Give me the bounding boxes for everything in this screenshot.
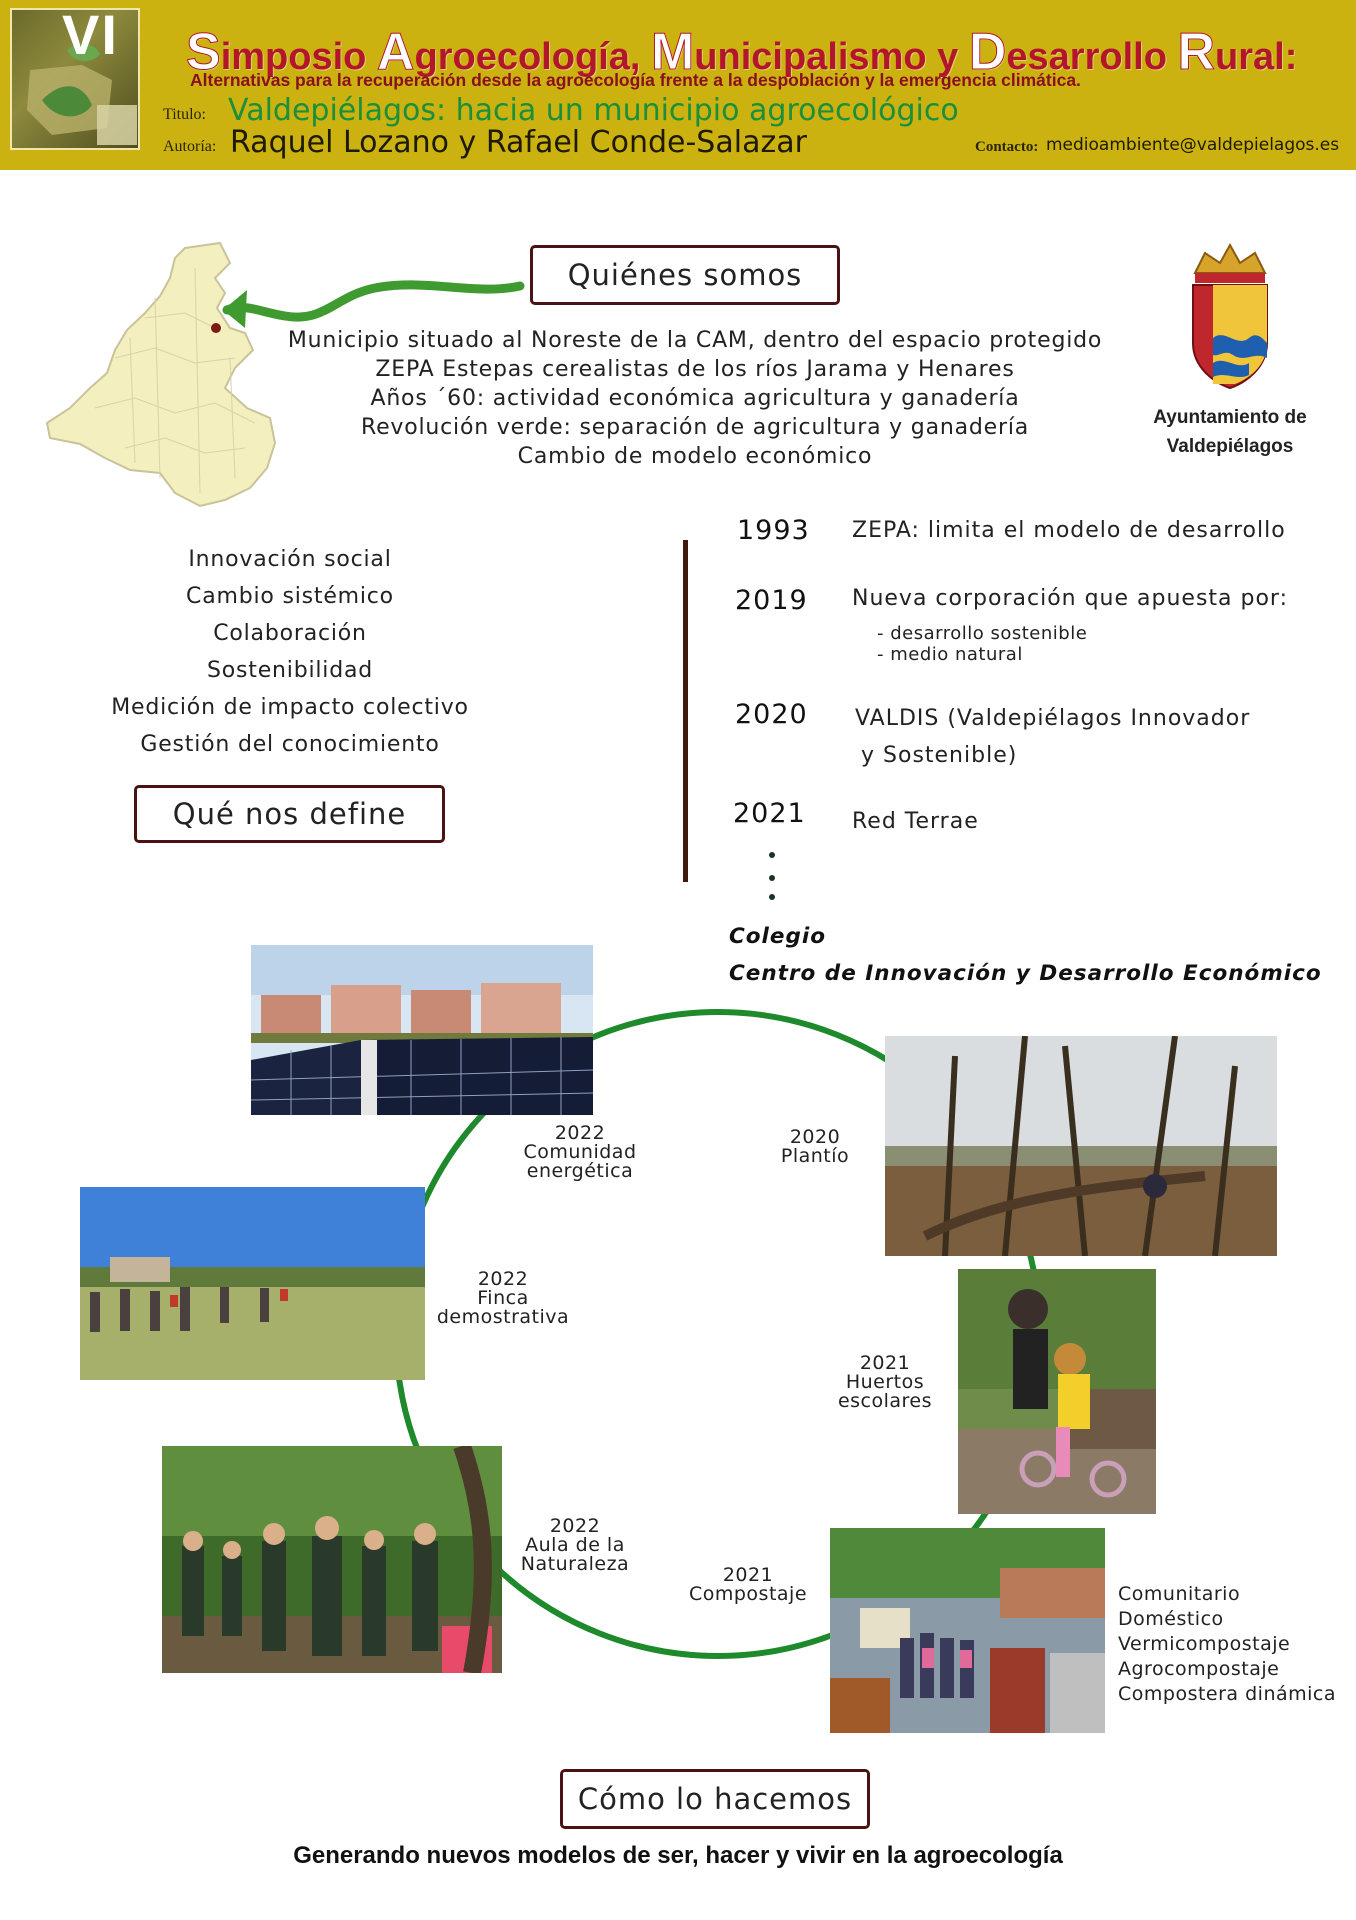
project-label-compostaje	[673, 1566, 823, 1604]
project-year: 2021	[859, 1352, 911, 1374]
project-year: 2022	[554, 1122, 606, 1144]
ayuntamiento-line: Ayuntamiento de	[1153, 407, 1307, 428]
quienes-somos-title: Quiénes somos	[530, 245, 840, 305]
photo-finca-demostrativa	[80, 1187, 425, 1380]
project-label-finca	[413, 1270, 593, 1327]
future-item: Colegio	[729, 924, 827, 949]
timeline-year: 1993	[737, 515, 810, 546]
title-capital: S	[186, 23, 221, 81]
photo-huertos-escolares	[958, 1269, 1156, 1514]
autoria-value: Raquel Lozano y Rafael Conde-Salazar	[230, 125, 807, 160]
symposium-subtitle: Alternativas para la recuperación desde la agroecología frente a la despoblación y la emergencia climática.	[190, 70, 1081, 90]
compostaje-type: Doméstico	[1118, 1608, 1224, 1630]
timeline-bullet: - medio natural	[877, 644, 1023, 665]
project-name: Comunidad	[523, 1141, 637, 1163]
title-word: esarrollo	[1006, 36, 1178, 78]
project-name: energética	[526, 1160, 634, 1182]
timeline-text: Red Terrae	[852, 809, 979, 834]
define-item: Innovación social	[188, 547, 392, 572]
photo-plantio	[885, 1036, 1277, 1256]
que-nos-define-title: Qué nos define	[134, 785, 445, 843]
compostaje-types-list	[1118, 1582, 1336, 1707]
project-year: 2022	[477, 1268, 529, 1290]
project-name: Compostaje	[688, 1583, 808, 1605]
logo-roman-numeral: VI	[62, 3, 119, 66]
project-name: Finca	[477, 1287, 529, 1309]
project-label-huertos	[815, 1354, 955, 1411]
timeline-year: 2019	[735, 585, 808, 616]
compostaje-type: Compostera dinámica	[1118, 1683, 1337, 1705]
photo-comunidad-energetica	[251, 945, 593, 1115]
project-label-comunidad	[490, 1124, 670, 1181]
como-lo-hacemos-title: Cómo lo hacemos	[560, 1769, 870, 1829]
title-capital: A	[376, 23, 415, 81]
quienes-line: Municipio situado al Noreste de la CAM, dentro del espacio protegido	[287, 328, 1103, 353]
timeline-bullet: - desarrollo sostenible	[877, 623, 1088, 644]
title-word: ural:	[1215, 36, 1298, 78]
project-name: Plantío	[780, 1145, 850, 1167]
define-item: Sostenibilidad	[206, 658, 374, 683]
project-name: Aula de la	[525, 1534, 625, 1556]
future-item: Centro de Innovación y Desarrollo Económico	[729, 961, 1322, 986]
compostaje-type: Agrocompostaje	[1118, 1658, 1280, 1680]
contacto-email-link[interactable]: medioambiente@valdepielagos.es	[1046, 135, 1340, 155]
footer-tagline: Generando nuevos modelos de ser, hacer y vivir en la agroecología	[293, 1842, 1063, 1869]
title-word: unicipalismo y	[694, 36, 969, 78]
quienes-line: ZEPA Estepas cerealistas de los ríos Jarama y Henares	[375, 357, 1015, 382]
define-item: Gestión del conocimiento	[140, 732, 440, 757]
project-name: Naturaleza	[520, 1553, 630, 1575]
ayuntamiento-line: Valdepiélagos	[1166, 436, 1294, 457]
quienes-line: Revolución verde: separación de agricultura y ganadería	[360, 415, 1030, 440]
project-year: 2022	[549, 1515, 601, 1537]
titulo-value: Valdepiélagos: hacia un municipio agroecológico	[228, 93, 959, 128]
project-name: demostrativa	[436, 1306, 570, 1328]
timeline-text: ZEPA: limita el modelo de desarrollo	[852, 518, 1286, 543]
project-label-plantio	[765, 1128, 865, 1166]
quienes-line: Años ´60: actividad económica agricultura y ganadería	[370, 386, 1020, 411]
timeline-year: 2021	[733, 798, 806, 829]
timeline-text: y Sostenible)	[861, 743, 1018, 768]
define-item: Colaboración	[213, 621, 367, 646]
autoria-label: Autoría:	[163, 138, 217, 155]
project-name: escolares	[837, 1390, 933, 1412]
timeline-year: 2020	[735, 699, 808, 730]
contacto-label: Contacto:	[975, 139, 1039, 155]
project-name: Huertos	[845, 1371, 925, 1393]
project-year: 2020	[789, 1126, 841, 1148]
title-capital: M	[650, 23, 695, 81]
project-year: 2021	[722, 1564, 774, 1586]
compostaje-type: Comunitario	[1118, 1583, 1241, 1605]
compostaje-type: Vermicompostaje	[1118, 1633, 1291, 1655]
title-word: imposio	[220, 36, 377, 78]
quienes-line: Cambio de modelo económico	[517, 444, 873, 469]
photo-compostaje	[830, 1528, 1105, 1733]
project-label-aula	[500, 1517, 650, 1574]
timeline-text: VALDIS (Valdepiélagos Innovador	[855, 706, 1251, 731]
title-capital: R	[1177, 23, 1216, 81]
titulo-label: Titulo:	[163, 106, 206, 123]
define-item: Cambio sistémico	[186, 584, 394, 609]
photo-aula-naturaleza	[162, 1446, 502, 1673]
title-word: groecología,	[414, 36, 651, 78]
timeline-text: Nueva corporación que apuesta por:	[852, 586, 1289, 611]
define-item: Medición de impacto colectivo	[111, 695, 469, 720]
title-capital: D	[968, 23, 1007, 81]
